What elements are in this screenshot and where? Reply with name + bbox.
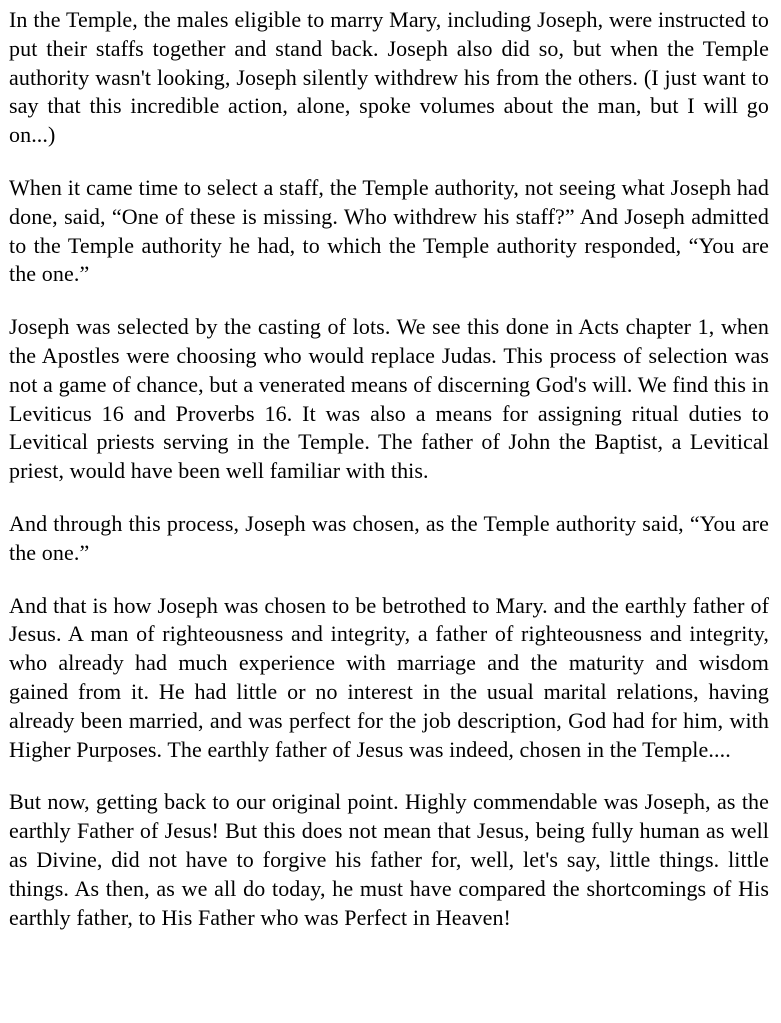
paragraph-betrothed-to-mary: And that is how Joseph was chosen to be betrothed to Mary. and the earthly father of Jesus. A man of righteousness and integrity, a father of righteousness and integrity, who already had much experience with marriage and the maturity and wisdom gained from it. He had little or no interest in the usual marital relations, having already been married, and was perfect for the job description, God had for him, with Higher Purposes. The earthly father of Jesus was indeed, chosen in the Temple....: [9, 592, 769, 762]
paragraph-staff-selection: When it came time to select a staff, the Temple authority, not seeing what Joseph had done, said, “One of these is missing. Who withdrew his staff?” And Joseph admitted to the Temple authority he had, to which the Temple authority responded, “You are the one.”: [9, 174, 769, 287]
paragraph-casting-of-lots: Joseph was selected by the casting of lots. We see this done in Acts chapter 1, when the Apostles were choosing who would replace Judas. This process of selection was not a game of chance, but a venerated means of discerning God's will. We find this in Leviticus 16 and Proverbs 16. It was also a means for assigning ritual duties to Levitical priests serving in the Temple. The father of John the Baptist, a Levitical priest, would have been well familiar with this.: [9, 314, 769, 484]
paragraph-temple-staffs: In the Temple, the males eligible to marry Mary, including Joseph, were instructed to put their staffs together and stand back. Joseph also did so, but when the Temple authority wasn't looking, Joseph silently withdrew his from the others. (I just want to say that this incredible action, alone, spoke volumes about the man, but I will go on...): [9, 7, 769, 148]
paragraph-you-are-the-one: And through this process, Joseph was chosen, as the Temple authority said, “You are the one.”: [9, 510, 769, 565]
paragraph-original-point: But now, getting back to our original point. Highly commendable was Joseph, as the earthly Father of Jesus! But this does not mean that Jesus, being fully human as well as Divine, did not have to forgive his father for, well, let's say, little things. little things. As then, as we all do today, he must have compared the shortcomings of His earthly father, to His Father who was Perfect in Heaven!: [9, 789, 769, 930]
